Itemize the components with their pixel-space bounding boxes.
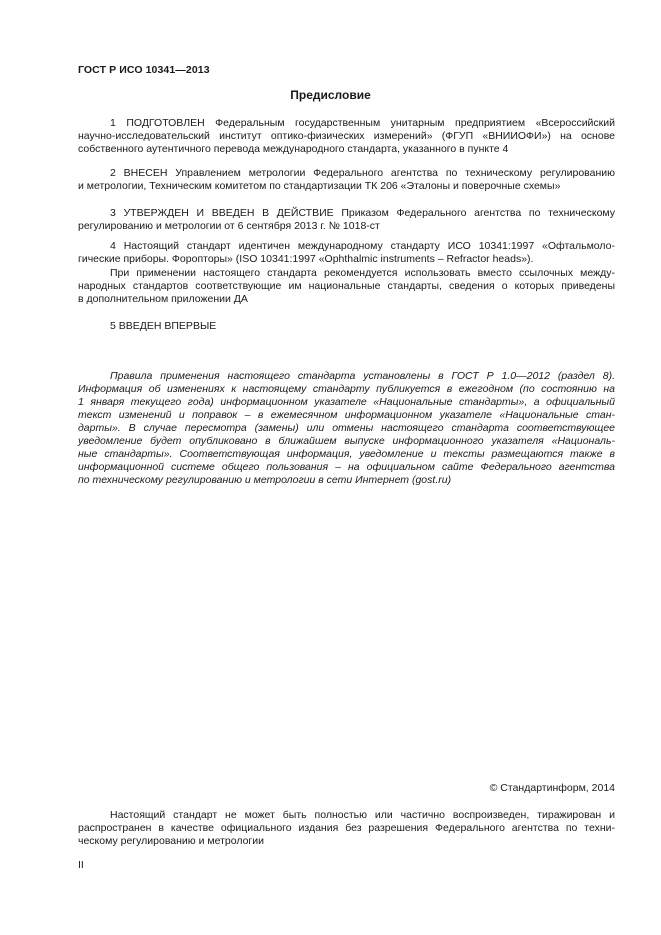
reproduction-notice [78, 809, 615, 848]
text-line: в дополнительном приложении ДА [78, 293, 248, 305]
foreword-item-5 [78, 320, 615, 333]
text-line: 2 ВНЕСЕН Управлением метрологии Федерального агентства по техническому регулированию [110, 167, 615, 179]
text-line: гические приборы. Форопторы» (ISO 10341:1997 «Ophthalmic instruments – Refractor heads»). [78, 253, 534, 265]
text-line: ные стандарты». Соответствующая информация, уведомление и тексты размещаются также в [78, 448, 615, 460]
text-line: научно-исследовательский институт оптико-физических измерений» (ФГУП «ВНИИОФИ») на основе [78, 130, 615, 142]
text-line: ческому регулированию и метрологии [78, 835, 264, 847]
text-line: регулированию и метрологии от 6 сентября 2013 г. № 1018-ст [78, 220, 380, 232]
text-line: по техническому регулированию и метрологии в сети Интернет (gost.ru) [78, 474, 452, 486]
foreword-item-4-note [78, 267, 615, 306]
text-line: 1 ПОДГОТОВЛЕН Федеральным государственным унитарным предприятием «Всероссийский [110, 117, 615, 129]
page-number: II [78, 859, 84, 871]
text-line: информационной системе общего пользования – на официальном сайте Федерального агентства [78, 461, 615, 473]
foreword-item-3 [78, 207, 615, 233]
text-line: 3 УТВЕРЖДЕН И ВВЕДЕН В ДЕЙСТВИЕ Приказом Федерального агентства по техническому [110, 207, 615, 219]
text-line: собственного аутентичного перевода международного стандарта, указанного в пункте 4 [78, 143, 509, 155]
text-line: Настоящий стандарт не может быть полностью или частично воспроизведен, тиражирован и [110, 809, 615, 821]
text-line: 5 ВВЕДЕН ВПЕРВЫЕ [110, 320, 217, 332]
text-line: дарты». В случае пересмотра (замены) или отмены настоящего стандарта соответствующее [78, 422, 615, 434]
publication-notice [78, 370, 615, 487]
text-line: При применении настоящего стандарта рекомендуется использовать вместо ссылочных между- [110, 267, 615, 279]
standard-code-header: ГОСТ Р ИСО 10341—2013 [78, 64, 210, 76]
text-line: Информация об изменениях к настоящему стандарту публикуется в ежегодном (по состоянию на [78, 383, 615, 395]
text-line: 1 января текущего года) информационном указателе «Национальные стандарты», а официальный [78, 396, 615, 408]
foreword-item-2 [78, 167, 615, 193]
text-line: текст изменений и поправок – в ежемесячном информационном указателе «Национальные стан- [78, 409, 615, 421]
text-line: Правила применения настоящего стандарта установлены в ГОСТ Р 1.0—2012 (раздел 8). [110, 370, 615, 382]
foreword-item-4 [78, 240, 615, 266]
text-line: уведомление будет опубликовано в ближайшем выпуске информационного указателя «Националь- [78, 435, 615, 447]
text-line: народных стандартов соответствующие им национальные стандарты, сведения о которых приведены [78, 280, 615, 292]
text-line: и метрологии, Техническим комитетом по стандартизации ТК 206 «Эталоны и поверочные схемы» [78, 180, 561, 192]
foreword-item-1 [78, 117, 615, 156]
page-title: Предисловие [290, 88, 371, 102]
text-line: распространен в качестве официального издания без разрешения Федерального агентства по техни- [78, 822, 615, 834]
text-line: 4 Настоящий стандарт идентичен международному стандарту ИСО 10341:1997 «Офтальмоло- [110, 240, 615, 252]
copyright-notice: © Стандартинформ, 2014 [489, 782, 615, 794]
